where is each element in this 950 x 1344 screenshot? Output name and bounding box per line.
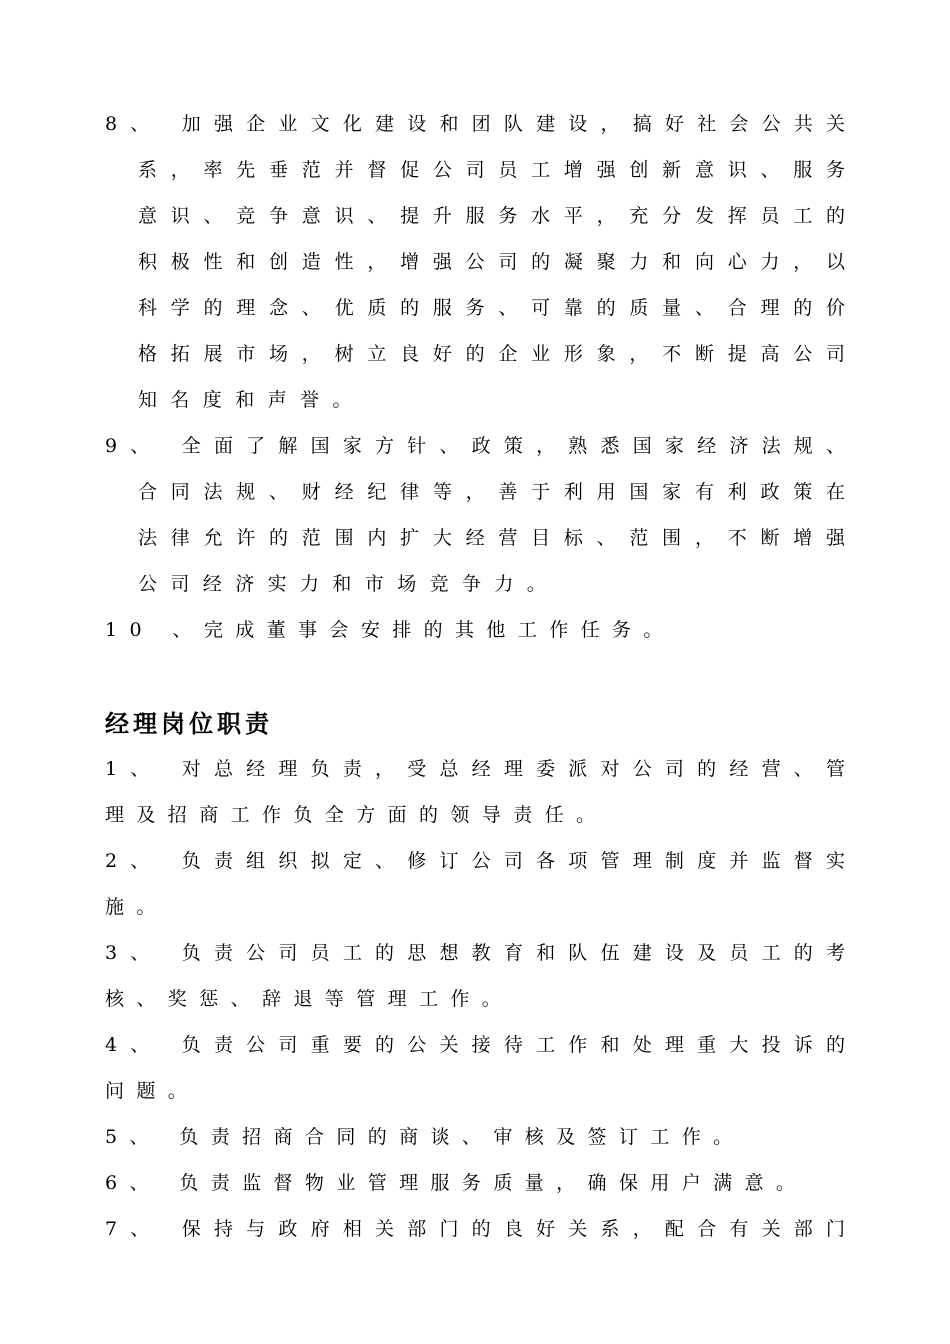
item-8-line-6: 格拓展市场，树立良好的企业形象，不断提高公司 <box>138 343 845 365</box>
item-8-line-4: 积极性和创造性，增强公司的凝聚力和向心力，以 <box>138 251 845 273</box>
item-8-line-1: 8、 加强企业文化建设和团队建设，搞好社会公共关 <box>105 113 845 135</box>
duty-3-line-2: 核、奖惩、辞退等管理工作。 <box>105 988 514 1010</box>
duty-5-line-1: 5、 负责招商合同的商谈、审核及签订工作。 <box>105 1126 745 1148</box>
item-8-line-2: 系，率先垂范并督促公司员工增强创新意识、服务 <box>138 159 845 181</box>
item-8-line-5: 科学的理念、优质的服务、可靠的质量、合理的价 <box>138 297 845 319</box>
duty-1-line-2: 理及招商工作负全方面的领导责任。 <box>105 804 608 826</box>
item-9-line-3: 法律允许的范围内扩大经营目标、范围，不断增强 <box>138 527 845 549</box>
item-9-line-4: 公司经济实力和市场竞争力。 <box>138 573 560 595</box>
item-10-line-1: 10 、完成董事会安排的其他工作任务。 <box>105 619 675 641</box>
duty-3-line-1: 3、 负责公司员工的思想教育和队伍建设及员工的考 <box>105 942 845 964</box>
duty-7-line-1: 7、 保持与政府相关部门的良好关系，配合有关部门 <box>105 1218 845 1240</box>
duty-6-line-1: 6、 负责监督物业管理服务质量，确保用户满意。 <box>105 1172 808 1194</box>
duty-2-line-2: 施。 <box>105 896 168 918</box>
item-8-line-3: 意识、竞争意识、提升服务水平，充分发挥员工的 <box>138 205 845 227</box>
item-9-line-1: 9、 全面了解国家方针、政策，熟悉国家经济法规、 <box>105 435 845 457</box>
item-9-line-2: 合同法规、财经纪律等，善于利用国家有利政策在 <box>138 481 845 503</box>
duty-1-line-1: 1、 对总经理负责，受总经理委派对公司的经营、管 <box>105 758 845 780</box>
section-heading: 经理岗位职责 <box>105 710 273 738</box>
item-8-line-7: 知名度和声誉。 <box>138 389 365 411</box>
duty-4-line-2: 问题。 <box>105 1080 200 1102</box>
duty-4-line-1: 4、 负责公司重要的公关接待工作和处理重大投诉的 <box>105 1034 845 1056</box>
duty-2-line-1: 2、 负责组织拟定、修订公司各项管理制度并监督实 <box>105 850 845 872</box>
